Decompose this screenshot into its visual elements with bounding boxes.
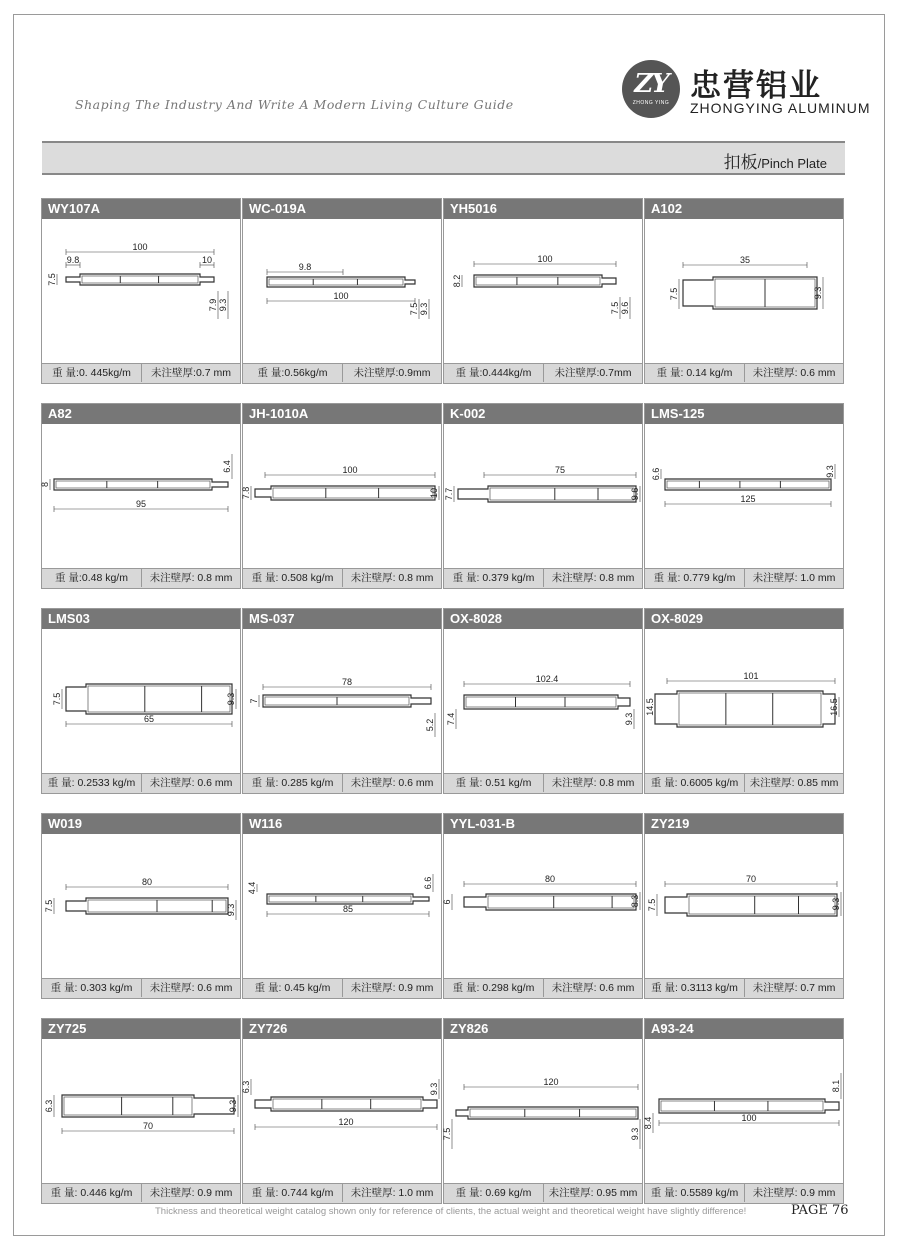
category-banner [42,141,845,175]
wall-thickness-value: 未注壁厚: 0.6 mm [149,982,233,994]
dimension-label: 101 [743,671,759,681]
profile-section [464,894,636,910]
profile-section [255,1097,437,1111]
weight-value: 重 量: 0.14 kg/m [645,364,745,382]
weight-value: 重 量:0.444kg/m [444,364,544,382]
product-card [443,198,643,384]
product-code: MS-037 [243,609,441,629]
wall-thickness-value: 未注壁厚: 0.9 mm [149,1187,233,1199]
dimension-label: 9.6 [630,487,640,501]
dimension-label: 9.3 [419,302,429,316]
product-row [41,608,844,794]
dimension-label: 9.3 [218,298,228,312]
profile-drawing [42,424,240,558]
weight-value: 重 量:0.56kg/m [243,364,343,382]
dimension-label: 120 [338,1117,354,1127]
profile-drawing [645,629,843,763]
product-specs [645,978,843,998]
profile-outline [66,274,214,285]
wall-thickness-value: 未注壁厚: 1.0 mm [350,1187,434,1199]
dimension-label: 9.3 [226,692,236,706]
weight-value: 重 量: 0.5589 kg/m [645,1184,745,1202]
product-card [242,608,442,794]
product-code: A102 [645,199,843,219]
product-row [41,1018,844,1204]
weight-value: 重 量: 0.285 kg/m [243,774,343,792]
product-card [644,1018,844,1204]
profile-section [456,1107,638,1119]
footer-note: Thickness and theoretical weight catalog shown only for reference of clients, the actual weight and theoretical weight have slightly difference! [155,1206,747,1217]
dimension-label: 9.8 [66,255,80,265]
dimension-label: 100 [132,242,148,252]
product-specs [42,568,240,588]
dimension-label: 7.5 [44,899,54,913]
weight-value: 重 量: 0.45 kg/m [243,979,343,997]
page-number: PAGE 76 [791,1203,849,1218]
weight-value: 重 量: 0.51 kg/m [444,774,544,792]
dimension-label: 6.6 [651,467,661,481]
profile-section [655,691,835,727]
profile-drawing [645,834,843,968]
product-row [41,813,844,999]
profile-section [267,894,429,904]
dimension-label: 4.4 [247,881,257,895]
category-title [724,148,827,173]
product-row [41,403,844,589]
brand-name-en: ZHONGYING ALUMINUM [690,100,871,116]
profile-drawing [243,424,441,558]
profile-drawing [243,834,441,968]
product-code: W019 [42,814,240,834]
dimension-label: 120 [543,1077,559,1087]
dimension-label: 7.8 [241,486,251,500]
dimension-label: 9.3 [624,712,634,726]
wall-thickness-value: 未注壁厚: 0.6 mm [551,982,635,994]
dimension-label: 70 [142,1121,154,1131]
profile-outline [655,691,835,727]
wall-thickness-value: 未注壁厚: 0.6 mm [752,367,836,379]
product-card [443,1018,643,1204]
product-specs [42,978,240,998]
profile-outline [62,1095,234,1117]
profile-drawing [645,219,843,353]
dimension-label: 6.4 [222,460,232,473]
weight-value: 重 量: 0.69 kg/m [444,1184,544,1202]
wall-thickness-value: 未注壁厚: 0.9 mm [752,1187,836,1199]
dimension-label: 7.5 [669,287,679,301]
product-code: WC-019A [243,199,441,219]
profile-outline [66,898,228,914]
profile-section [683,277,817,309]
profile-section [54,479,228,490]
profile-drawing [42,834,240,968]
profile-drawing [444,629,642,763]
product-card [644,403,844,589]
profile-outline [54,479,228,490]
wall-thickness-value: 未注壁厚:0.9mm [353,367,431,379]
product-card [41,403,241,589]
profile-outline [66,684,232,714]
product-card [242,403,442,589]
wall-thickness-value: 未注壁厚: 0.6 mm [149,777,233,789]
dimension-label: 80 [544,874,556,884]
dimension-label: 8.4 [643,1116,653,1130]
product-card [242,1018,442,1204]
dimension-label: 5.2 [425,718,435,732]
dimension-label: 8 [40,481,50,488]
profile-section [665,894,837,916]
dimension-label: 7.5 [409,302,419,316]
product-card [443,403,643,589]
product-card [41,608,241,794]
dimension-label: 8.3 [630,894,640,908]
dimension-label: 35 [739,255,751,265]
product-specs [444,978,642,998]
product-specs [42,363,240,383]
product-card [644,813,844,999]
wall-thickness-value: 未注壁厚: 0.85 mm [749,777,839,789]
product-specs [645,568,843,588]
product-code: OX-8028 [444,609,642,629]
dimension-label: 75 [554,465,566,475]
product-specs [645,1183,843,1203]
profile-drawing [42,1039,240,1173]
profile-drawing [645,1039,843,1173]
weight-value: 重 量: 0.3113 kg/m [645,979,745,997]
product-code: WY107A [42,199,240,219]
product-code: W116 [243,814,441,834]
product-specs [444,568,642,588]
product-specs [42,773,240,793]
dimension-label: 7.5 [52,692,62,706]
product-specs [444,773,642,793]
product-code: K-002 [444,404,642,424]
dimension-label: 9.3 [429,1082,439,1096]
dimension-label: 65 [143,714,155,724]
dimension-label: 9.3 [228,1099,238,1113]
dimension-label: 14.5 [645,698,655,716]
dimension-label: 7.7 [444,487,454,501]
product-code: A93-24 [645,1019,843,1039]
dimension-label: 100 [741,1113,757,1123]
dimension-label: 100 [333,291,349,301]
product-specs [243,773,441,793]
weight-value: 重 量: 0.446 kg/m [42,1184,142,1202]
product-code: OX-8029 [645,609,843,629]
wall-thickness-value: 未注壁厚: 1.0 mm [752,572,836,584]
profile-section [267,277,415,287]
logo-mark: ZY [634,69,668,99]
wall-thickness-value: 未注壁厚: 0.9 mm [350,982,434,994]
profile-section [263,695,431,707]
company-logo [622,60,680,118]
dimension-label: 7.9 [208,298,218,312]
dimension-label: 6.3 [241,1080,251,1094]
product-specs [645,363,843,383]
profile-section [659,1099,839,1113]
weight-value: 重 量: 0.298 kg/m [444,979,544,997]
dimension-label: 100 [342,465,358,475]
profile-drawing [243,629,441,763]
weight-value: 重 量: 0.779 kg/m [645,569,745,587]
dimension-label: 8.1 [831,1079,841,1093]
product-specs [243,568,441,588]
product-card [41,1018,241,1204]
profile-drawing [444,424,642,558]
dimension-label: 80 [141,877,153,887]
brand-name-cn: 忠营铝业 [690,68,822,104]
profile-outline [267,277,415,287]
dimension-label: 9.3 [813,286,823,300]
product-code: LMS-125 [645,404,843,424]
dimension-label: 7.5 [610,301,620,315]
product-specs [243,1183,441,1203]
dimension-label: 9.3 [226,903,236,917]
tagline: Shaping The Industry And Write A Modern Living Culture Guide [75,97,514,112]
product-code: LMS03 [42,609,240,629]
profile-section [474,275,616,287]
wall-thickness-value: 未注壁厚:0.7mm [554,367,632,379]
profile-outline [665,894,837,916]
weight-value: 重 量: 0.508 kg/m [243,569,343,587]
weight-value: 重 量: 0.2533 kg/m [42,774,142,792]
profile-drawing [243,219,441,353]
profile-section [255,486,435,500]
logo-small-text: ZHONG YING [632,100,670,106]
dimension-label: 78 [341,677,353,687]
product-card [242,198,442,384]
profile-section [464,695,630,709]
product-specs [42,1183,240,1203]
product-card [443,608,643,794]
profile-drawing [444,834,642,968]
profile-section [665,479,831,490]
wall-thickness-value: 未注壁厚: 0.8 mm [149,572,233,584]
profile-drawing [42,629,240,763]
dimension-label: 102.4 [535,674,559,684]
product-code: ZY725 [42,1019,240,1039]
wall-thickness-value: 未注壁厚:0.7 mm [151,367,231,379]
profile-outline [458,486,636,502]
category-title-cn: 扣板 [723,153,758,172]
weight-value: 重 量:0.48 kg/m [42,569,142,587]
product-card [41,813,241,999]
wall-thickness-value: 未注壁厚: 0.8 mm [551,572,635,584]
dimension-label: 16.5 [829,698,839,716]
product-code: ZY826 [444,1019,642,1039]
profile-outline [683,277,817,309]
weight-value: 重 量: 0.379 kg/m [444,569,544,587]
wall-thickness-value: 未注壁厚: 0.6 mm [350,777,434,789]
weight-value: 重 量:0. 445kg/m [42,364,142,382]
dimension-label: 9.6 [620,301,630,315]
profile-drawing [42,219,240,353]
dimension-label: 7.5 [647,898,657,912]
product-specs [243,978,441,998]
profile-section [62,1095,234,1117]
wall-thickness-value: 未注壁厚: 0.8 mm [350,572,434,584]
weight-value: 重 量: 0.303 kg/m [42,979,142,997]
profile-drawing [444,219,642,353]
profile-outline [267,894,429,904]
product-code: ZY219 [645,814,843,834]
wall-thickness-value: 未注壁厚: 0.8 mm [551,777,635,789]
product-card [41,198,241,384]
dimension-label: 7.5 [442,1127,452,1141]
dimension-label: 125 [740,494,756,504]
category-title-en: /Pinch Plate [757,156,827,171]
product-code: JH-1010A [243,404,441,424]
dimension-label: 6.6 [423,876,433,890]
product-card [644,608,844,794]
dimension-label: 95 [135,499,147,509]
dimension-label: 7.4 [446,712,456,726]
dimension-label: 9.3 [831,897,841,911]
dimension-label: 7 [249,698,259,704]
product-card [242,813,442,999]
profile-drawing [444,1039,642,1173]
product-card [644,198,844,384]
profile-section [66,898,228,914]
profile-outline [464,894,636,910]
wall-thickness-value: 未注壁厚: 0.7 mm [752,982,836,994]
dimension-label: 7.5 [47,273,57,286]
product-code: YH5016 [444,199,642,219]
product-code: A82 [42,404,240,424]
dimension-label: 85 [342,904,354,914]
dimension-label: 9.3 [630,1127,640,1141]
product-specs [243,363,441,383]
profile-drawing [645,424,843,558]
product-specs [444,1183,642,1203]
product-code: YYL-031-B [444,814,642,834]
product-specs [444,363,642,383]
dimension-label: 9.3 [825,465,835,478]
product-specs [645,773,843,793]
weight-value: 重 量: 0.744 kg/m [243,1184,343,1202]
dimension-label: 9.8 [298,262,312,272]
product-row [41,198,844,384]
product-code: ZY726 [243,1019,441,1039]
profile-drawing [243,1039,441,1173]
dimension-label: 10 [429,487,439,499]
profile-section [458,486,636,502]
dimension-label: 10 [201,255,213,265]
profile-outline [665,479,831,490]
dimension-label: 6.3 [44,1099,54,1113]
dimension-label: 70 [745,874,757,884]
dimension-label: 8.2 [452,274,462,288]
wall-thickness-value: 未注壁厚: 0.95 mm [548,1187,638,1199]
weight-value: 重 量: 0.6005 kg/m [645,774,745,792]
product-card [443,813,643,999]
profile-section [66,274,214,285]
dimension-label: 6 [442,899,452,905]
dimension-label: 100 [537,254,553,264]
profile-section [66,684,232,714]
